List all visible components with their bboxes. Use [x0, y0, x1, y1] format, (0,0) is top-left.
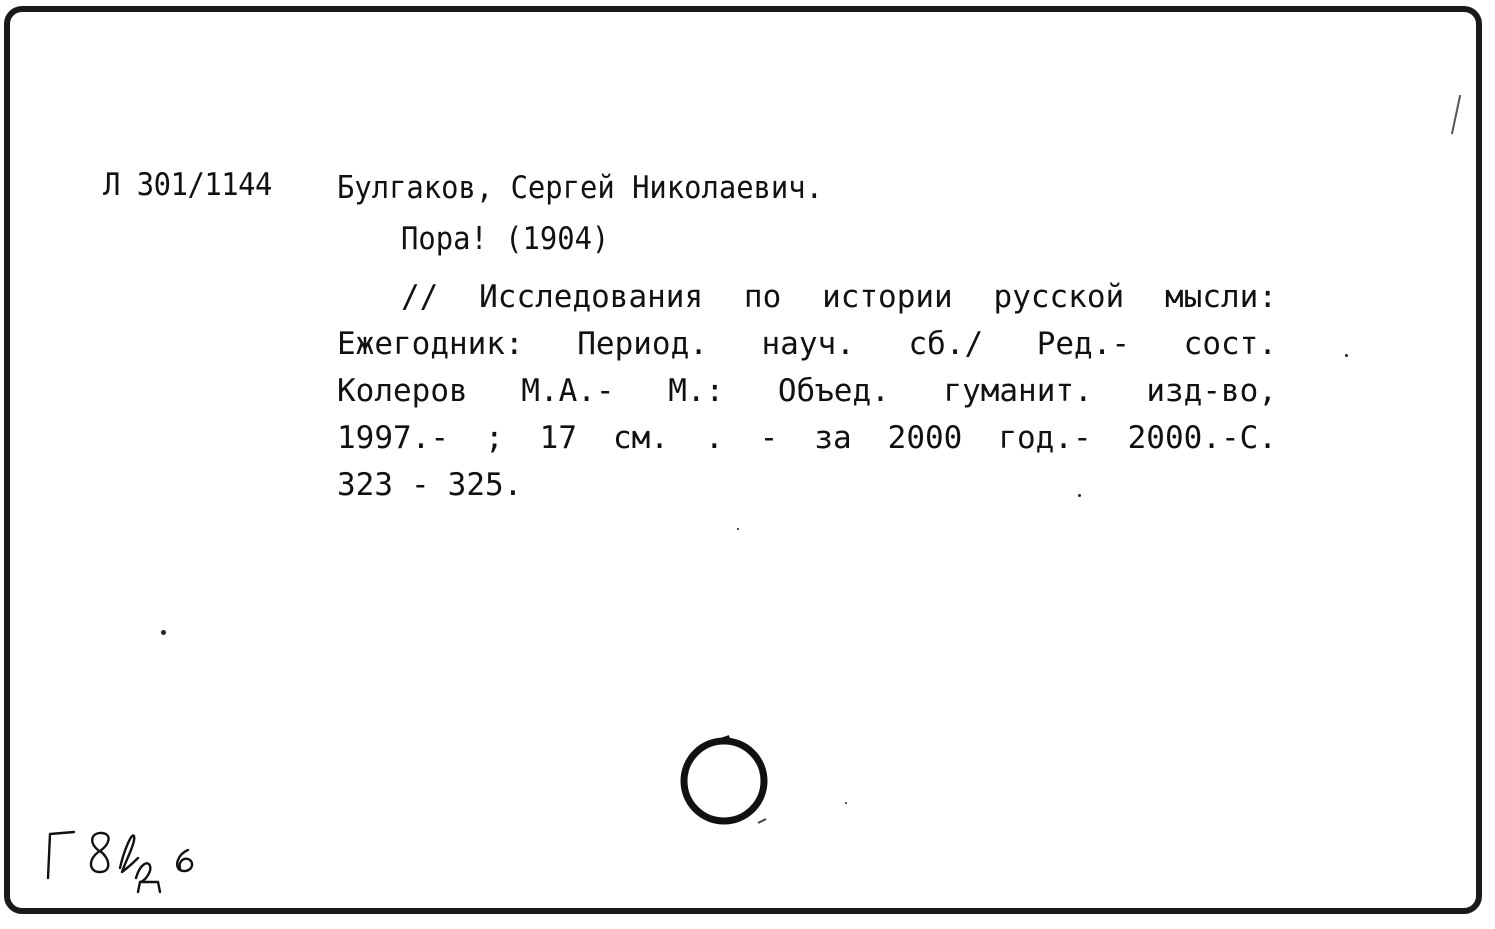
source-word: // [401, 279, 439, 315]
source-line [337, 415, 1277, 462]
source-word: Исследования [479, 279, 704, 315]
library-stamp-circle [678, 735, 770, 827]
source-word: Объед. [777, 373, 890, 409]
source-line [337, 368, 1277, 415]
author-name: Булгаков, Сергей Николаевич. [337, 170, 824, 206]
source-word: 2000 [887, 420, 963, 456]
source-word: 323 [337, 467, 393, 503]
source-line [337, 274, 1277, 321]
source-line [337, 321, 1277, 368]
source-word: сб./ [908, 326, 984, 362]
source-word: по [743, 279, 782, 315]
call-number: Л 301/1144 [103, 167, 272, 203]
source-line [337, 462, 1277, 509]
source-word: - [759, 420, 779, 456]
source-word: - [411, 467, 430, 503]
source-word: истории [822, 279, 953, 315]
source-word: мысли: [1165, 279, 1277, 315]
source-word: гуманит. [943, 373, 1093, 409]
source-word: Колеров [337, 373, 468, 409]
source-word: изд-во, [1146, 373, 1277, 409]
source-word: Период. [577, 326, 708, 362]
source-word: за [814, 420, 852, 456]
source-word: М.: [668, 373, 725, 409]
work-title: Пора! (1904) [401, 221, 610, 257]
source-word: М.А.- [521, 373, 615, 409]
paper-speck [1078, 494, 1081, 497]
paper-speck [845, 802, 847, 804]
source-word: см. [612, 420, 669, 456]
paper-speck [737, 528, 739, 530]
source-word: 325. [447, 467, 523, 503]
source-word: сост. [1183, 326, 1277, 362]
paper-speck [161, 630, 166, 635]
source-word: 17 [539, 420, 577, 456]
source-word: 1997.- [337, 420, 449, 456]
source-word: год.- [998, 420, 1092, 456]
paper-speck [1345, 354, 1348, 357]
handwritten-shelf-mark [40, 820, 240, 910]
source-word: 2000.-С. [1127, 420, 1277, 456]
source-word: ; [484, 420, 504, 456]
source-word: русской [993, 279, 1125, 315]
source-word: Ежегодник: [337, 326, 524, 362]
source-description [337, 274, 1277, 509]
source-word: науч. [761, 326, 855, 362]
source-word: Ред.- [1036, 326, 1131, 362]
source-word: . [704, 420, 724, 456]
